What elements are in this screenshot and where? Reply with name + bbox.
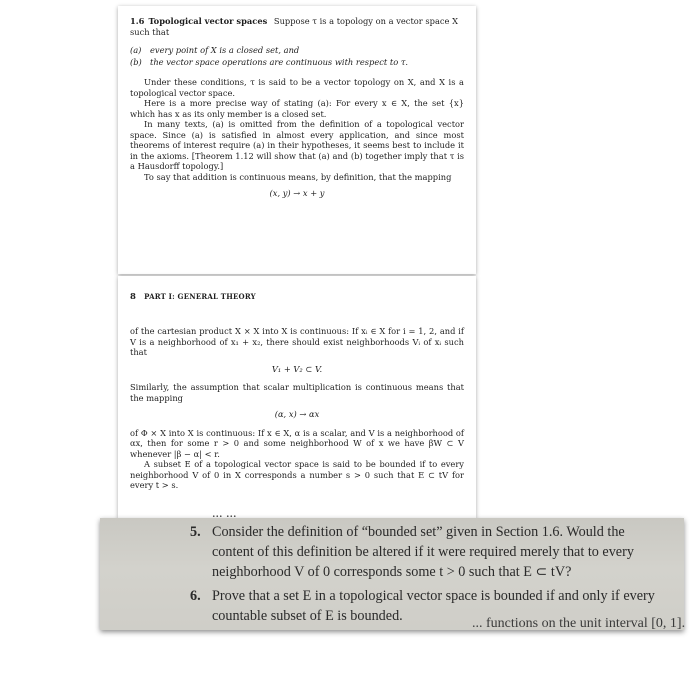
exercise-line: countable subset of E is bounded.	[212, 608, 403, 624]
exercise-line: content of this definition be altered if it were required merely that to every	[212, 544, 634, 560]
exercise-line: Prove that a set E in a topological vector space is bounded if and only if every	[212, 588, 655, 604]
condition-a	[130, 45, 464, 56]
neighborhood-sum-formula: V₁ + V₂ ⊂ V.	[271, 363, 323, 374]
condition-text: every point of X is a closed set, and	[150, 45, 300, 55]
textbook-page-section-1-6	[118, 6, 476, 274]
page-number: 8	[130, 292, 137, 302]
condition-label: (a)	[130, 45, 142, 55]
bounded-set-definition: A subset E of a topological vector space is said to be bounded if to every neighborhood V of 0 in X corresponds a number s > 0 such that E ⊂ tV for every t > s.	[130, 459, 464, 490]
part-title: PART I: GENERAL THEORY	[144, 292, 256, 301]
paragraph: In many texts, (a) is omitted from the definition of a topological vector space. Since (a) is satisfied in almost every application, and since most theorems of interest require (a) in their hypotheses, it seems best to include it in the axioms. [Theorem 1.12 will show that (a) and (b) together imply that τ is a Hausdorff topology.]	[130, 119, 464, 171]
section-heading	[130, 16, 464, 37]
scalar-mapping-formula: (α, x) → αx	[274, 409, 320, 419]
exercise-number: 6.	[190, 588, 201, 604]
cut-off-line-top: ... ...	[212, 506, 237, 521]
paragraph: of Φ × X into X is continuous: If x ∈ X, α is a scalar, and V is a neighborhood of αx, then for some r > 0 and some neighborhood W of x we have βW ⊂ V whenever |β − α| < r.	[130, 427, 464, 459]
section-title: Topological vector spaces	[148, 16, 268, 26]
cut-off-line-bottom: ... functions on the unit interval [0, 1].	[472, 616, 686, 631]
exercise-number: 5.	[190, 524, 201, 540]
condition-label: (b)	[130, 57, 142, 67]
running-head	[130, 292, 464, 302]
paragraph: of the cartesian product X × X into X is continuous: If xᵢ ∈ X for i = 1, 2, and if V is a neighborhood of x₁ + x₂, there should exist neighborhoods Vᵢ of xᵢ such that	[130, 326, 464, 357]
paragraph: Here is a more precise way of stating (a): For every x ∈ X, the set {x} which has x as its only member is a closed set.	[130, 98, 464, 119]
paragraph: Similarly, the assumption that scalar multiplication is continuous means that the mapping	[130, 382, 464, 403]
condition-text: the vector space operations are continuous with respect to τ.	[150, 57, 409, 67]
section-number: 1.6	[130, 16, 145, 26]
paragraph: Under these conditions, τ is said to be a vector topology on X, and X is a topological vector space.	[130, 77, 464, 98]
condition-b	[130, 57, 464, 68]
textbook-page-8	[118, 276, 476, 518]
paragraph: To say that addition is continuous means, by definition, that the mapping	[144, 171, 452, 182]
exercise-5	[190, 522, 634, 582]
exercise-line: Consider the definition of “bounded set” given in Section 1.6. Would the	[212, 524, 625, 540]
addition-mapping-formula: (x, y) → x + y	[269, 188, 325, 198]
exercise-photo	[100, 506, 686, 631]
section-intro: Suppose τ is a topology on a vector space X such that	[130, 16, 458, 37]
exercise-line: neighborhood V of 0 corresponds some t > 0 such that E ⊂ tV?	[212, 564, 572, 580]
